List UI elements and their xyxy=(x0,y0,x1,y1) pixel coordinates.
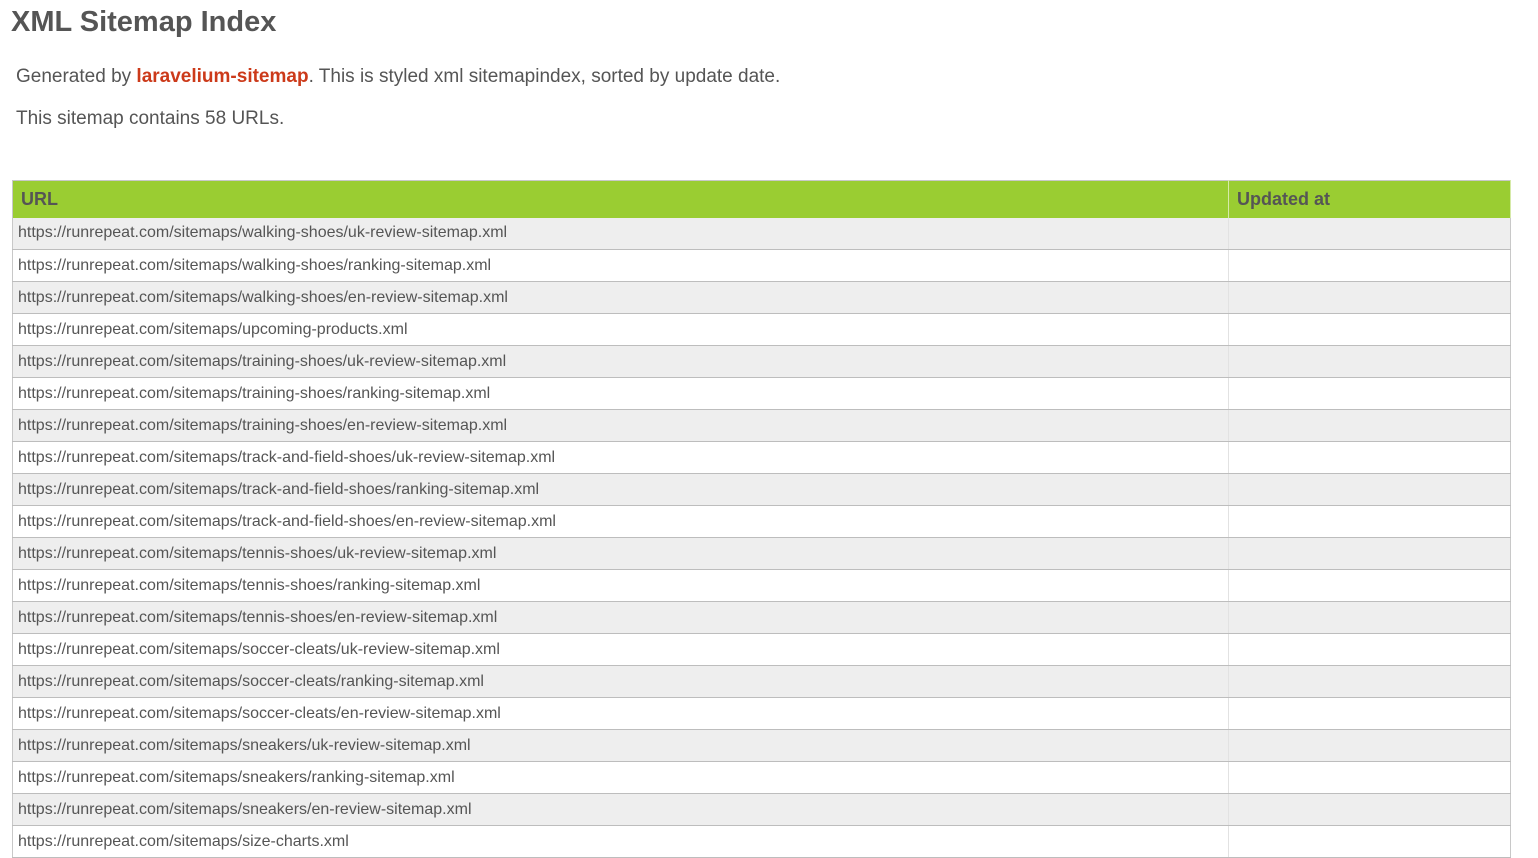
table-row xyxy=(13,602,1511,634)
url-cell xyxy=(13,666,1229,698)
table-row xyxy=(13,794,1511,826)
url-cell xyxy=(13,602,1229,634)
url-cell xyxy=(13,346,1229,378)
sitemap-url-link[interactable]: https://runrepeat.com/sitemaps/sneakers/uk-review-sitemap.xml xyxy=(18,736,471,754)
updated-at-cell xyxy=(1229,314,1511,346)
table-body xyxy=(13,218,1511,858)
sitemap-url-link[interactable]: https://runrepeat.com/sitemaps/upcoming-products.xml xyxy=(18,320,408,338)
sitemap-url-link[interactable]: https://runrepeat.com/sitemaps/tennis-shoes/uk-review-sitemap.xml xyxy=(18,544,497,562)
sitemap-url-link[interactable]: https://runrepeat.com/sitemaps/tennis-shoes/en-review-sitemap.xml xyxy=(18,608,498,626)
column-header-updated-at: Updated at xyxy=(1229,181,1511,218)
url-cell xyxy=(13,762,1229,794)
table-row xyxy=(13,346,1511,378)
updated-at-cell xyxy=(1229,570,1511,602)
url-cell xyxy=(13,282,1229,314)
sitemap-url-link[interactable]: https://runrepeat.com/sitemaps/walking-shoes/uk-review-sitemap.xml xyxy=(18,224,508,242)
sitemap-url-link[interactable]: https://runrepeat.com/sitemaps/training-shoes/ranking-sitemap.xml xyxy=(18,384,491,402)
updated-at-cell xyxy=(1229,346,1511,378)
url-cell xyxy=(13,410,1229,442)
sitemap-url-link[interactable]: https://runrepeat.com/sitemaps/soccer-cleats/uk-review-sitemap.xml xyxy=(18,640,500,658)
table-header-row xyxy=(13,181,1511,218)
generator-description xyxy=(16,65,780,89)
table-row xyxy=(13,410,1511,442)
table-row xyxy=(13,474,1511,506)
table-row xyxy=(13,282,1511,314)
table-row xyxy=(13,506,1511,538)
sitemap-url-link[interactable]: https://runrepeat.com/sitemaps/track-and-field-shoes/uk-review-sitemap.xml xyxy=(18,448,556,466)
generator-link[interactable]: laravelium-sitemap xyxy=(136,66,309,87)
column-header-url: URL xyxy=(13,181,1229,218)
sitemap-url-link[interactable]: https://runrepeat.com/sitemaps/sneakers/en-review-sitemap.xml xyxy=(18,800,472,818)
sitemap-url-link[interactable]: https://runrepeat.com/sitemaps/soccer-cleats/en-review-sitemap.xml xyxy=(18,704,501,722)
updated-at-cell xyxy=(1229,666,1511,698)
sitemap-url-link[interactable]: https://runrepeat.com/sitemaps/sneakers/ranking-sitemap.xml xyxy=(18,768,455,786)
updated-at-cell xyxy=(1229,506,1511,538)
url-cell xyxy=(13,634,1229,666)
updated-at-cell xyxy=(1229,730,1511,762)
url-cell xyxy=(13,474,1229,506)
sitemap-url-link[interactable]: https://runrepeat.com/sitemaps/walking-shoes/en-review-sitemap.xml xyxy=(18,288,508,306)
updated-at-cell xyxy=(1229,378,1511,410)
updated-at-cell xyxy=(1229,826,1511,858)
url-cell xyxy=(13,698,1229,730)
updated-at-cell xyxy=(1229,282,1511,314)
sitemap-url-link[interactable]: https://runrepeat.com/sitemaps/track-and-field-shoes/en-review-sitemap.xml xyxy=(18,512,556,530)
url-cell xyxy=(13,314,1229,346)
updated-at-cell xyxy=(1229,218,1511,250)
url-cell xyxy=(13,378,1229,410)
url-cell xyxy=(13,730,1229,762)
table-row xyxy=(13,666,1511,698)
url-cell xyxy=(13,506,1229,538)
sitemap-url-link[interactable]: https://runrepeat.com/sitemaps/size-charts.xml xyxy=(18,832,349,850)
updated-at-cell xyxy=(1229,634,1511,666)
updated-at-cell xyxy=(1229,442,1511,474)
url-cell xyxy=(13,250,1229,282)
url-cell xyxy=(13,538,1229,570)
updated-at-cell xyxy=(1229,250,1511,282)
table-row xyxy=(13,634,1511,666)
sitemap-url-link[interactable]: https://runrepeat.com/sitemaps/training-shoes/en-review-sitemap.xml xyxy=(18,416,508,434)
url-cell xyxy=(13,826,1229,858)
sitemap-url-link[interactable]: https://runrepeat.com/sitemaps/walking-shoes/ranking-sitemap.xml xyxy=(18,256,492,274)
table-row xyxy=(13,378,1511,410)
sitemap-url-link[interactable]: https://runrepeat.com/sitemaps/track-and-field-shoes/ranking-sitemap.xml xyxy=(18,480,540,498)
updated-at-cell xyxy=(1229,602,1511,634)
url-cell xyxy=(13,218,1229,250)
updated-at-cell xyxy=(1229,538,1511,570)
updated-at-cell xyxy=(1229,698,1511,730)
table-row xyxy=(13,698,1511,730)
table-row xyxy=(13,730,1511,762)
table-row xyxy=(13,314,1511,346)
table-row xyxy=(13,570,1511,602)
generated-suffix: . This is styled xml sitemapindex, sorted by update date. xyxy=(308,66,781,87)
url-count-text: This sitemap contains 58 URLs. xyxy=(16,108,285,129)
page-title: XML Sitemap Index xyxy=(11,6,277,38)
updated-at-cell xyxy=(1229,474,1511,506)
sitemap-url-link[interactable]: https://runrepeat.com/sitemaps/soccer-cleats/ranking-sitemap.xml xyxy=(18,672,484,690)
table-row xyxy=(13,250,1511,282)
url-cell xyxy=(13,442,1229,474)
url-cell xyxy=(13,570,1229,602)
table-row xyxy=(13,442,1511,474)
table-row xyxy=(13,218,1511,250)
url-cell xyxy=(13,794,1229,826)
table-row xyxy=(13,826,1511,858)
sitemap-table xyxy=(12,180,1511,858)
sitemap-url-link[interactable]: https://runrepeat.com/sitemaps/tennis-shoes/ranking-sitemap.xml xyxy=(18,576,481,594)
table-row xyxy=(13,538,1511,570)
updated-at-cell xyxy=(1229,410,1511,442)
generated-prefix: Generated by xyxy=(16,66,137,87)
updated-at-cell xyxy=(1229,762,1511,794)
updated-at-cell xyxy=(1229,794,1511,826)
sitemap-url-link[interactable]: https://runrepeat.com/sitemaps/training-shoes/uk-review-sitemap.xml xyxy=(18,352,507,370)
table-row xyxy=(13,762,1511,794)
